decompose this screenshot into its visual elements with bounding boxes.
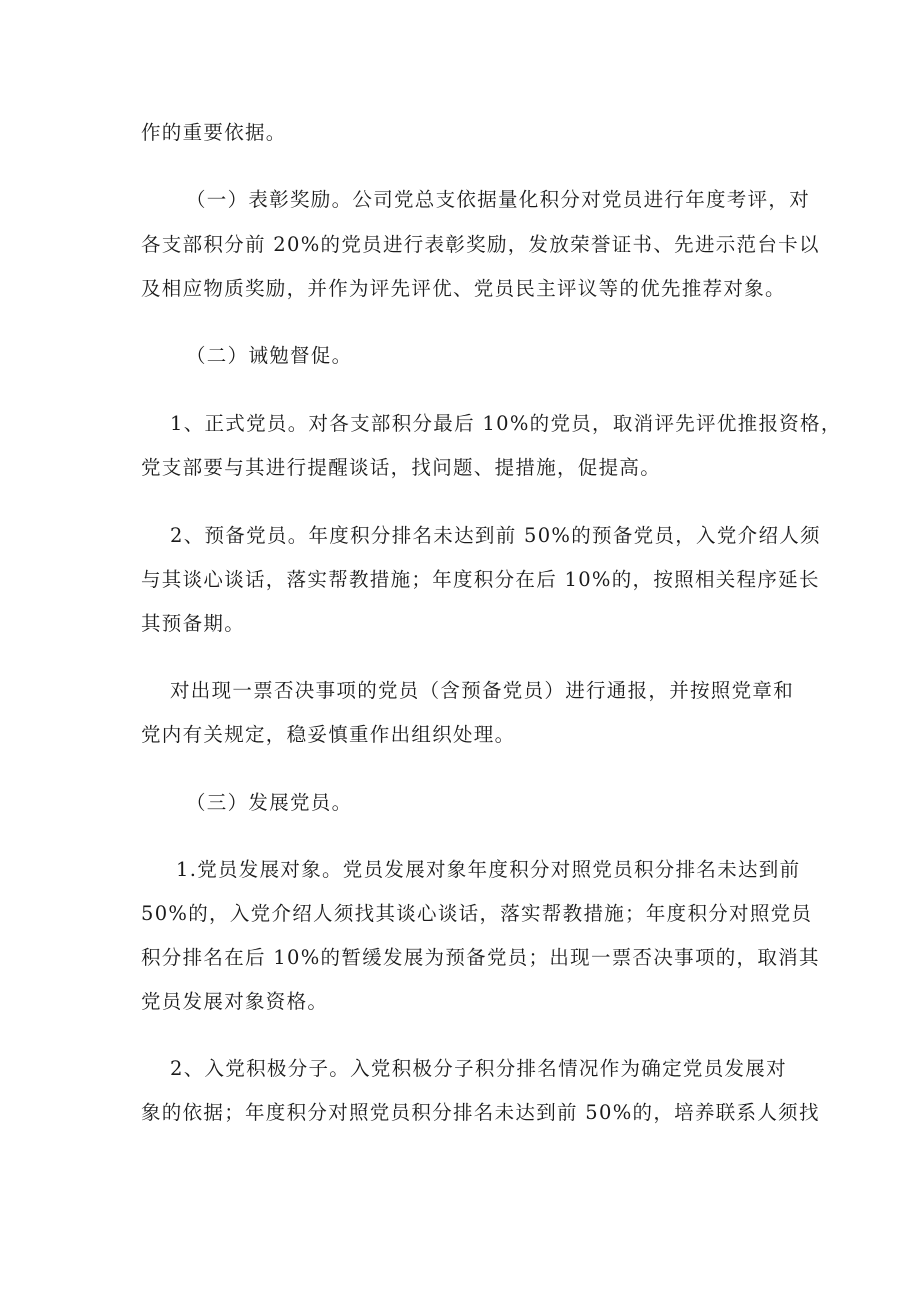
text-line-13: 1.党员发展对象。党员发展对象年度积分对照党员积分排名未达到前 — [176, 858, 801, 881]
text-line-15: 积分排名在后 10%的暂缓发展为预备党员；出现一票否决事项的，取消其 — [141, 946, 820, 969]
text-line-7: 2、预备党员。年度积分排名未达到前 50%的预备党员，入党介绍人须 — [170, 524, 821, 547]
text-line-8: 与其谈心谈话，落实帮教措施；年度积分在后 10%的，按照相关程序延长 — [141, 568, 820, 591]
text-line-10: 对出现一票否决事项的党员（含预备党员）进行通报，并按照党章和 — [170, 679, 795, 702]
text-line-5: 1、正式党员。对各支部积分最后 10%的党员，取消评先评优推报资格， — [170, 412, 842, 435]
text-line-1: （一）表彰奖励。公司党总支依据量化积分对党员进行年度考评，对 — [186, 188, 811, 211]
text-line-3: 及相应物质奖励，并作为评先评优、党员民主评议等的优先推荐对象。 — [141, 277, 786, 300]
text-line-17: 2、入党积极分子。入党积极分子积分排名情况作为确定党员发展对 — [170, 1057, 787, 1080]
text-line-4: （二）诫勉督促。 — [186, 344, 353, 367]
text-line-2: 各支部积分前 20%的党员进行表彰奖励，发放荣誉证书、先进示范台卡以 — [141, 233, 820, 256]
text-line-12: （三）发展党员。 — [186, 791, 353, 814]
text-line-18: 象的依据；年度积分对照党员积分排名未达到前 50%的，培养联系人须找 — [141, 1101, 820, 1124]
text-line-11: 党内有关规定，稳妥慎重作出组织处理。 — [141, 723, 516, 746]
text-line-9: 其预备期。 — [141, 612, 246, 635]
text-line-14: 50%的，入党介绍人须找其谈心谈话，落实帮教措施；年度积分对照党员 — [141, 902, 813, 925]
text-line-16: 党员发展对象资格。 — [141, 990, 329, 1013]
text-line-6: 党支部要与其进行提醒谈话，找问题、提措施，促提高。 — [141, 456, 662, 479]
text-line-0: 作的重要依据。 — [141, 121, 287, 144]
